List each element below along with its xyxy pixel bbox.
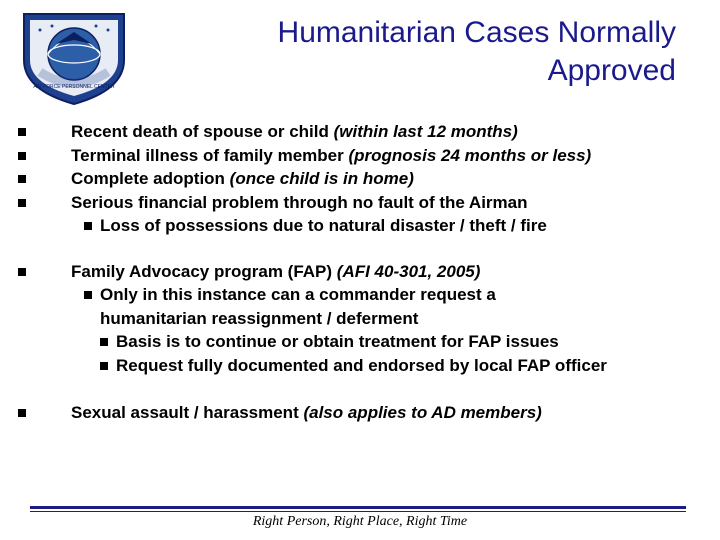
- bullet-note: (prognosis 24 months or less): [348, 145, 592, 165]
- bullet-marker: [100, 338, 108, 346]
- bullet-marker: [18, 175, 26, 183]
- footer-tagline: Right Person, Right Place, Right Time: [252, 514, 468, 529]
- bullet-family-advocacy: [18, 260, 708, 378]
- main-bullet-list: [18, 120, 708, 425]
- bullet-text: Basis is to continue or obtain treatment for FAP issues: [116, 332, 559, 351]
- sub-sub-bullet-basis: [100, 330, 708, 354]
- title-line-2: Approved: [547, 54, 676, 87]
- bullet-note: (AFI 40-301, 2005): [336, 261, 481, 281]
- bullet-marker: [18, 409, 26, 417]
- sub-bullet-loss-of-possessions: [68, 214, 708, 238]
- sub-bullet-list: [68, 283, 708, 377]
- bullet-terminal-illness: [18, 144, 708, 168]
- bullet-marker: [18, 152, 26, 160]
- bullet-marker: [84, 222, 92, 230]
- bullet-text: Request fully documented and endorsed by local FAP officer: [116, 355, 607, 375]
- bullet-text: Only in this instance can a commander request a humanitarian reassignment / deferment: [100, 285, 496, 328]
- bullet-note: (also applies to AD members): [303, 403, 542, 422]
- bullet-text: Loss of possessions due to natural disaster / theft / fire: [100, 216, 547, 235]
- bullet-financial-problem: [18, 191, 708, 238]
- bullet-text: Terminal illness of family member: [71, 145, 349, 165]
- bullet-marker: [18, 128, 26, 136]
- bullet-death-of-spouse: [18, 120, 708, 144]
- bullet-note: (within last 12 months): [333, 122, 518, 141]
- sub-sub-bullet-list: [100, 330, 708, 377]
- bullet-text: Complete adoption: [71, 169, 230, 188]
- bullet-marker: [18, 199, 26, 207]
- bullet-complete-adoption: [18, 167, 708, 191]
- sub-sub-bullet-documented: [100, 354, 708, 378]
- footer-rule-thin: [30, 511, 686, 512]
- title-line-1: Humanitarian Cases Normally: [277, 16, 676, 49]
- bullet-marker: [18, 268, 26, 276]
- bullet-text: Serious financial problem through no fault of the Airman: [71, 192, 528, 212]
- bullet-text: Family Advocacy program (FAP): [71, 261, 337, 281]
- logo-text: AIR FORCE PERSONNEL CENTER: [33, 84, 115, 90]
- footer-rule: [30, 506, 686, 509]
- bullet-note: (once child is in home): [229, 169, 414, 188]
- bullet-text: Recent death of spouse or child: [71, 122, 334, 141]
- slide-title: [156, 14, 676, 90]
- bullet-sexual-assault: [18, 401, 708, 425]
- bullet-content: [18, 120, 708, 425]
- bullet-marker: [100, 362, 108, 370]
- air-force-personnel-center-logo: [18, 8, 130, 106]
- sub-bullet-commander-request: [68, 283, 708, 377]
- sub-bullet-list: [68, 214, 708, 238]
- bullet-marker: [84, 291, 92, 299]
- bullet-text: Sexual assault / harassment: [71, 403, 304, 422]
